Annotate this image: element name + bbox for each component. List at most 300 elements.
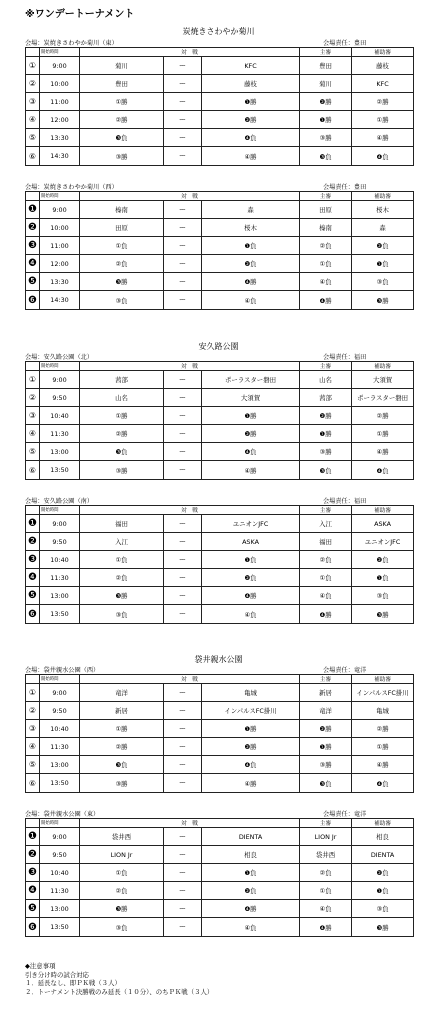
away-team: ❹負: [202, 443, 300, 461]
home-team: ③負: [80, 918, 164, 936]
header-cell: [26, 362, 40, 371]
table-row: [26, 111, 414, 129]
header-assistant: 補助審: [352, 48, 414, 57]
start-time: 11:30: [40, 882, 80, 900]
assistant-referee: ①勝: [352, 425, 414, 443]
schedule-table: [25, 47, 414, 166]
home-team: 袋井西: [80, 828, 164, 846]
assistant-referee: ❶負: [352, 882, 414, 900]
court-info: [25, 352, 413, 361]
match-number: ❷: [26, 219, 40, 237]
table-row: [26, 219, 414, 237]
schedule-table: [25, 361, 414, 480]
header-time: 開始時間: [40, 819, 80, 828]
start-time: 10:40: [40, 864, 80, 882]
header-referee: 主審: [300, 819, 352, 828]
header-assistant: 補助審: [352, 819, 414, 828]
table-row: [26, 75, 414, 93]
table-row: [26, 918, 414, 936]
header-assistant: 補助審: [352, 362, 414, 371]
assistant-referee: ②勝: [352, 93, 414, 111]
assistant-referee: ④勝: [352, 443, 414, 461]
main-referee: 豊田: [300, 57, 352, 75]
away-team: ポーラスター磐田: [202, 371, 300, 389]
start-time: 10:40: [40, 551, 80, 569]
home-team: ❸負: [80, 443, 164, 461]
assistant-referee: ❷負: [352, 864, 414, 882]
versus-dash: ー: [164, 201, 202, 219]
table-row: [26, 93, 414, 111]
away-team: インパルスFC掛川: [202, 702, 300, 720]
match-number: ❻: [26, 918, 40, 936]
header-cell: [26, 675, 40, 684]
home-team: ❸勝: [80, 587, 164, 605]
away-team: ❹勝: [202, 587, 300, 605]
schedule-block: [25, 665, 413, 793]
assistant-referee: 森: [352, 219, 414, 237]
away-team: ④負: [202, 918, 300, 936]
main-referee: 入江: [300, 515, 352, 533]
home-team: ①勝: [80, 407, 164, 425]
home-team: ②勝: [80, 111, 164, 129]
court-info: [25, 496, 413, 505]
start-time: 9:50: [40, 389, 80, 407]
main-referee: ❷勝: [300, 93, 352, 111]
away-team: ❶負: [202, 551, 300, 569]
assistant-referee: ❶負: [352, 569, 414, 587]
table-row: [26, 774, 414, 792]
away-team: ❶負: [202, 864, 300, 882]
main-referee: ❶勝: [300, 738, 352, 756]
away-team: ❶勝: [202, 93, 300, 111]
start-time: 13:30: [40, 129, 80, 147]
header-assistant: 補助審: [352, 192, 414, 201]
venue-title: 炭焼きさわやか菊川: [182, 27, 255, 36]
assistant-referee: ②勝: [352, 407, 414, 425]
schedule-block: [25, 352, 413, 480]
table-row: [26, 515, 414, 533]
table-row: [26, 882, 414, 900]
start-time: 13:50: [40, 605, 80, 623]
match-number: ❷: [26, 846, 40, 864]
versus-dash: ー: [164, 111, 202, 129]
versus-dash: ー: [164, 605, 202, 623]
main-referee: 菊川: [300, 75, 352, 93]
header-time: 開始時間: [40, 48, 80, 57]
home-team: ③勝: [80, 461, 164, 479]
main-referee: ②負: [300, 551, 352, 569]
table-row: [26, 407, 414, 425]
start-time: 13:30: [40, 273, 80, 291]
page-title: ※ワンデートーナメント: [25, 9, 135, 20]
schedule-table: [25, 505, 414, 624]
start-time: 11:30: [40, 569, 80, 587]
away-team: ④負: [202, 291, 300, 309]
start-time: 12:00: [40, 111, 80, 129]
start-time: 9:50: [40, 533, 80, 551]
start-time: 10:00: [40, 75, 80, 93]
header-match: 対 戦: [80, 506, 300, 515]
table-row: [26, 828, 414, 846]
main-referee: ❸負: [300, 461, 352, 479]
start-time: 9:00: [40, 828, 80, 846]
court-manager: 会場責任：竜洋: [323, 667, 367, 674]
table-header-row: [26, 362, 414, 371]
table-row: [26, 201, 414, 219]
main-referee: ❶勝: [300, 425, 352, 443]
away-team: ❶負: [202, 237, 300, 255]
away-team: ❷勝: [202, 738, 300, 756]
away-team: 亀城: [202, 684, 300, 702]
match-number: ❺: [26, 900, 40, 918]
table-row: [26, 57, 414, 75]
away-team: 藤枝: [202, 75, 300, 93]
away-team: 大須賀: [202, 389, 300, 407]
match-number: ②: [26, 389, 40, 407]
header-referee: 主審: [300, 362, 352, 371]
away-team: ④勝: [202, 774, 300, 792]
match-number: ③: [26, 720, 40, 738]
table-row: [26, 684, 414, 702]
court-name: 会場：袋井親水公園（東）: [25, 811, 100, 818]
schedule-table: [25, 674, 414, 793]
match-number: ⑤: [26, 756, 40, 774]
main-referee: ④負: [300, 900, 352, 918]
away-team: ④勝: [202, 461, 300, 479]
main-referee: 袋井西: [300, 846, 352, 864]
court-name: 会場：安久路公園（南）: [25, 498, 94, 505]
schedule-table: [25, 191, 414, 310]
away-team: ❹負: [202, 129, 300, 147]
versus-dash: ー: [164, 255, 202, 273]
table-row: [26, 237, 414, 255]
assistant-referee: ❹負: [352, 147, 414, 165]
home-team: ②勝: [80, 425, 164, 443]
start-time: 11:00: [40, 93, 80, 111]
versus-dash: ー: [164, 461, 202, 479]
versus-dash: ー: [164, 273, 202, 291]
header-cell: [26, 506, 40, 515]
away-team: ❶勝: [202, 407, 300, 425]
assistant-referee: 相良: [352, 828, 414, 846]
venue-title: 袋井親水公園: [194, 655, 243, 664]
match-number: ❸: [26, 237, 40, 255]
match-number: ⑥: [26, 774, 40, 792]
away-team: ❷負: [202, 569, 300, 587]
header-cell: [26, 819, 40, 828]
match-number: ②: [26, 702, 40, 720]
schedule-block: [25, 38, 413, 166]
match-number: ❹: [26, 255, 40, 273]
versus-dash: ー: [164, 551, 202, 569]
versus-dash: ー: [164, 219, 202, 237]
table-row: [26, 900, 414, 918]
match-number: ④: [26, 738, 40, 756]
assistant-referee: DIENTA: [352, 846, 414, 864]
away-team: ❷負: [202, 255, 300, 273]
versus-dash: ー: [164, 900, 202, 918]
assistant-referee: ②勝: [352, 720, 414, 738]
table-row: [26, 587, 414, 605]
away-team: ❷負: [202, 882, 300, 900]
assistant-referee: ❸勝: [352, 291, 414, 309]
match-number: ❸: [26, 551, 40, 569]
match-number: ⑥: [26, 147, 40, 165]
main-referee: ❹勝: [300, 918, 352, 936]
start-time: 9:00: [40, 201, 80, 219]
header-cell: [26, 48, 40, 57]
assistant-referee: ASKA: [352, 515, 414, 533]
court-manager: 会場責任：福田: [323, 498, 367, 505]
match-number: ❻: [26, 605, 40, 623]
main-referee: ③勝: [300, 756, 352, 774]
versus-dash: ー: [164, 57, 202, 75]
match-number: ⑥: [26, 461, 40, 479]
header-time: 開始時間: [40, 192, 80, 201]
main-referee: 榛南: [300, 219, 352, 237]
versus-dash: ー: [164, 702, 202, 720]
home-team: ①勝: [80, 93, 164, 111]
assistant-referee: ユニオンJFC: [352, 533, 414, 551]
header-referee: 主審: [300, 506, 352, 515]
table-row: [26, 569, 414, 587]
assistant-referee: ③負: [352, 273, 414, 291]
header-assistant: 補助審: [352, 675, 414, 684]
versus-dash: ー: [164, 684, 202, 702]
versus-dash: ー: [164, 918, 202, 936]
assistant-referee: 大須賀: [352, 371, 414, 389]
match-number: ❸: [26, 864, 40, 882]
match-number: ①: [26, 57, 40, 75]
court-info: [25, 38, 413, 47]
assistant-referee: ❷負: [352, 237, 414, 255]
start-time: 9:00: [40, 684, 80, 702]
assistant-referee: ①勝: [352, 738, 414, 756]
table-row: [26, 533, 414, 551]
schedule-table: [25, 818, 414, 937]
start-time: 9:50: [40, 846, 80, 864]
versus-dash: ー: [164, 587, 202, 605]
main-referee: LION Jr: [300, 828, 352, 846]
notes-line: １．延長なし、即ＰＫ戦（３人）: [25, 979, 121, 988]
header-match: 対 戦: [80, 362, 300, 371]
header-time: 開始時間: [40, 675, 80, 684]
table-header-row: [26, 506, 414, 515]
home-team: ❸負: [80, 756, 164, 774]
table-row: [26, 738, 414, 756]
start-time: 10:00: [40, 219, 80, 237]
header-referee: 主審: [300, 675, 352, 684]
start-time: 11:30: [40, 738, 80, 756]
schedule-block: [25, 809, 413, 937]
main-referee: 新居: [300, 684, 352, 702]
notes-heading: ◆注意事項: [25, 962, 56, 970]
match-number: ④: [26, 425, 40, 443]
main-referee: ❹勝: [300, 291, 352, 309]
notes-line: 引き分け時の試合対応: [25, 970, 89, 979]
match-number: ❶: [26, 201, 40, 219]
table-header-row: [26, 48, 414, 57]
match-number: ❷: [26, 533, 40, 551]
home-team: ❸勝: [80, 273, 164, 291]
home-team: ❸負: [80, 129, 164, 147]
start-time: 12:00: [40, 255, 80, 273]
venue-title: 安久路公園: [198, 342, 239, 351]
main-referee: 茜部: [300, 389, 352, 407]
match-number: ❹: [26, 882, 40, 900]
versus-dash: ー: [164, 371, 202, 389]
versus-dash: ー: [164, 237, 202, 255]
match-number: ❶: [26, 515, 40, 533]
start-time: 9:00: [40, 371, 80, 389]
home-team: 豊田: [80, 75, 164, 93]
court-name: 会場：袋井親水公園（西）: [25, 667, 100, 674]
assistant-referee: ③負: [352, 587, 414, 605]
start-time: 13:50: [40, 774, 80, 792]
assistant-referee: ③負: [352, 900, 414, 918]
away-team: ユニオンJFC: [202, 515, 300, 533]
match-number: ❶: [26, 828, 40, 846]
home-team: ②負: [80, 569, 164, 587]
court-name: 会場：炭焼きさわやか菊川（東）: [25, 40, 118, 47]
versus-dash: ー: [164, 882, 202, 900]
versus-dash: ー: [164, 93, 202, 111]
home-team: ①負: [80, 864, 164, 882]
table-row: [26, 443, 414, 461]
main-referee: ②負: [300, 237, 352, 255]
main-referee: 竜洋: [300, 702, 352, 720]
versus-dash: ー: [164, 407, 202, 425]
start-time: 9:00: [40, 515, 80, 533]
assistant-referee: ❶負: [352, 255, 414, 273]
away-team: ❷勝: [202, 111, 300, 129]
home-team: LION Jr: [80, 846, 164, 864]
home-team: ❸勝: [80, 900, 164, 918]
header-referee: 主審: [300, 48, 352, 57]
table-row: [26, 129, 414, 147]
away-team: 森: [202, 201, 300, 219]
table-row: [26, 461, 414, 479]
assistant-referee: ❸勝: [352, 918, 414, 936]
home-team: 入江: [80, 533, 164, 551]
main-referee: ③勝: [300, 129, 352, 147]
home-team: ②負: [80, 255, 164, 273]
versus-dash: ー: [164, 515, 202, 533]
away-team: DIENTA: [202, 828, 300, 846]
assistant-referee: ④勝: [352, 129, 414, 147]
court-info: [25, 809, 413, 818]
table-row: [26, 255, 414, 273]
start-time: 10:40: [40, 407, 80, 425]
home-team: 福田: [80, 515, 164, 533]
assistant-referee: ❹負: [352, 461, 414, 479]
main-referee: ❷勝: [300, 720, 352, 738]
assistant-referee: ④勝: [352, 756, 414, 774]
home-team: ①負: [80, 551, 164, 569]
home-team: 榛南: [80, 201, 164, 219]
start-time: 14:30: [40, 291, 80, 309]
home-team: ③負: [80, 605, 164, 623]
main-referee: ④負: [300, 587, 352, 605]
match-number: ③: [26, 407, 40, 425]
home-team: ③負: [80, 291, 164, 309]
home-team: ③勝: [80, 774, 164, 792]
start-time: 13:00: [40, 756, 80, 774]
home-team: 山名: [80, 389, 164, 407]
match-number: ⑤: [26, 443, 40, 461]
table-row: [26, 273, 414, 291]
main-referee: ❹勝: [300, 605, 352, 623]
assistant-referee: 亀城: [352, 702, 414, 720]
start-time: 11:30: [40, 425, 80, 443]
away-team: ④勝: [202, 147, 300, 165]
table-row: [26, 551, 414, 569]
court-manager: 会場責任：豊田: [323, 40, 367, 47]
assistant-referee: インパルスFC掛川: [352, 684, 414, 702]
main-referee: 山名: [300, 371, 352, 389]
header-match: 対 戦: [80, 819, 300, 828]
match-number: ④: [26, 111, 40, 129]
table-row: [26, 846, 414, 864]
table-row: [26, 389, 414, 407]
table-row: [26, 371, 414, 389]
home-team: ①勝: [80, 720, 164, 738]
versus-dash: ー: [164, 147, 202, 165]
table-row: [26, 605, 414, 623]
court-manager: 会場責任：竜洋: [323, 811, 367, 818]
away-team: 相良: [202, 846, 300, 864]
court-name: 会場：炭焼きさわやか菊川（西）: [25, 184, 118, 191]
home-team: 菊川: [80, 57, 164, 75]
home-team: ③勝: [80, 147, 164, 165]
main-referee: 田原: [300, 201, 352, 219]
main-referee: ❶勝: [300, 111, 352, 129]
court-manager: 会場責任：福田: [323, 354, 367, 361]
table-row: [26, 756, 414, 774]
main-referee: ❸負: [300, 774, 352, 792]
away-team: ❹負: [202, 756, 300, 774]
start-time: 10:40: [40, 720, 80, 738]
versus-dash: ー: [164, 864, 202, 882]
main-referee: ③勝: [300, 443, 352, 461]
home-team: 田原: [80, 219, 164, 237]
match-number: ①: [26, 371, 40, 389]
court-manager: 会場責任：豊田: [323, 184, 367, 191]
assistant-referee: ポーラスター磐田: [352, 389, 414, 407]
away-team: ❹勝: [202, 273, 300, 291]
table-row: [26, 720, 414, 738]
header-time: 開始時間: [40, 362, 80, 371]
table-header-row: [26, 675, 414, 684]
versus-dash: ー: [164, 846, 202, 864]
versus-dash: ー: [164, 720, 202, 738]
away-team: ASKA: [202, 533, 300, 551]
schedule-block: [25, 182, 413, 310]
notes-line: ２．トーナメント決勝戦のみ延長（１０分）、のちＰＫ戦（３人）: [25, 987, 214, 996]
main-referee: ②負: [300, 864, 352, 882]
table-row: [26, 291, 414, 309]
start-time: 13:50: [40, 918, 80, 936]
schedule-block: [25, 496, 413, 624]
versus-dash: ー: [164, 129, 202, 147]
versus-dash: ー: [164, 425, 202, 443]
away-team: 桜木: [202, 219, 300, 237]
assistant-referee: ❷負: [352, 551, 414, 569]
main-referee: ①負: [300, 255, 352, 273]
table-row: [26, 147, 414, 165]
versus-dash: ー: [164, 533, 202, 551]
header-assistant: 補助審: [352, 506, 414, 515]
